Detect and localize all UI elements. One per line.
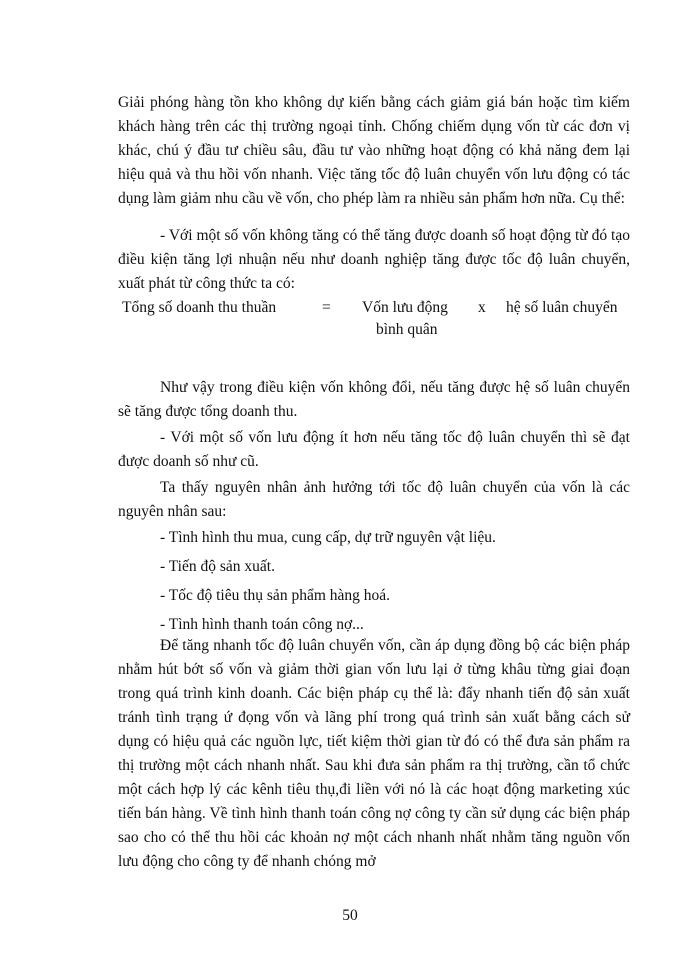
bullet-item: - Tiến độ sản xuất. (160, 558, 275, 575)
formula-times: x (478, 299, 486, 316)
paragraph-conclusion: Như vậy trong điều kiện vốn không đổi, nếu tăng được hệ số luân chuyển sẽ tăng được tổng doanh thu. (118, 379, 630, 420)
formula-term1-sub: bình quân (376, 321, 438, 338)
bullet-item: - Tình hình thu mua, cung cấp, dự trữ nguyên vật liệu. (160, 529, 496, 546)
paragraph-causes: Ta thấy nguyên nhân ảnh hưởng tới tốc độ luân chuyển của vốn là các nguyên nhân sau: (118, 479, 630, 520)
paragraph-constant-capital: - Với một số vốn không tăng có thể tăng được doanh số hoạt động từ đó tạo điều kiện tăng lợi nhuận nếu như doanh nghiệp tăng được tốc độ luân chuyển, xuất phát từ công thức ta có: (118, 227, 630, 292)
formula-equals: = (322, 299, 331, 316)
bullet-item: - Tốc độ tiêu thụ sản phẩm hàng hoá. (160, 587, 391, 604)
formula-term1: Vốn lưu động (362, 299, 448, 316)
page-number: 50 (342, 907, 358, 924)
paragraph-inventory: Giải phóng hàng tồn kho không dự kiến bằng cách giảm giá bán hoặc tìm kiếm khách hàng trên các thị trường ngoại tỉnh. Chống chiếm dụng vốn từ các đơn vị khác, chú ý đầu tư chiều sâu, đầu tư vào những hoạt động có khả năng đem lại hiệu quả và thu hồi vốn nhanh. Việc tăng tốc độ luân chuyển vốn lưu động có tác dụng làm giảm nhu cầu về vốn, cho phép làm ra nhiều sản phẩm hơn nữa. Cụ thể: (118, 94, 630, 207)
formula (0, 296, 700, 344)
formula-left: Tổng số doanh thu thuần (122, 299, 277, 316)
paragraph-less-capital: - Với một số vốn lưu động ít hơn nếu tăng tốc độ luân chuyển thì sẽ đạt được doanh số như cũ. (118, 429, 630, 470)
paragraph-measures: Để tăng nhanh tốc độ luân chuyển vốn, cần áp dụng đồng bộ các biện pháp nhằm hút bớt số vốn và giảm thời gian vốn lưu lại ở từng khâu từng giai đoạn trong quá trình kinh doanh. Các biện pháp cụ thể là: đẩy nhanh tiến độ sản xuất tránh tình trạng ứ đọng vốn và lãng phí trong quá trình sản xuất bằng cách sử dụng có hiệu quả các nguồn lực, tiết kiệm thời gian từ đó có thể đưa sản phẩm ra thị trường một cách nhanh nhất. Sau khi đưa sản phẩm ra thị trường, cần tổ chức một cách hợp lý các kênh tiêu thụ,đi liền với nó là các hoạt động marketing xúc tiến bán hàng. Về tình hình thanh toán công nợ công ty cần sử dụng các biện pháp sao cho có thể thu hồi các khoản nợ một cách nhanh nhất nhằm tăng nguồn vốn lưu động cho công ty để nhanh chóng mở (118, 637, 630, 870)
bullet-item: - Tình hình thanh toán công nợ... (160, 616, 364, 633)
formula-term2: hệ số luân chuyển (506, 299, 618, 316)
